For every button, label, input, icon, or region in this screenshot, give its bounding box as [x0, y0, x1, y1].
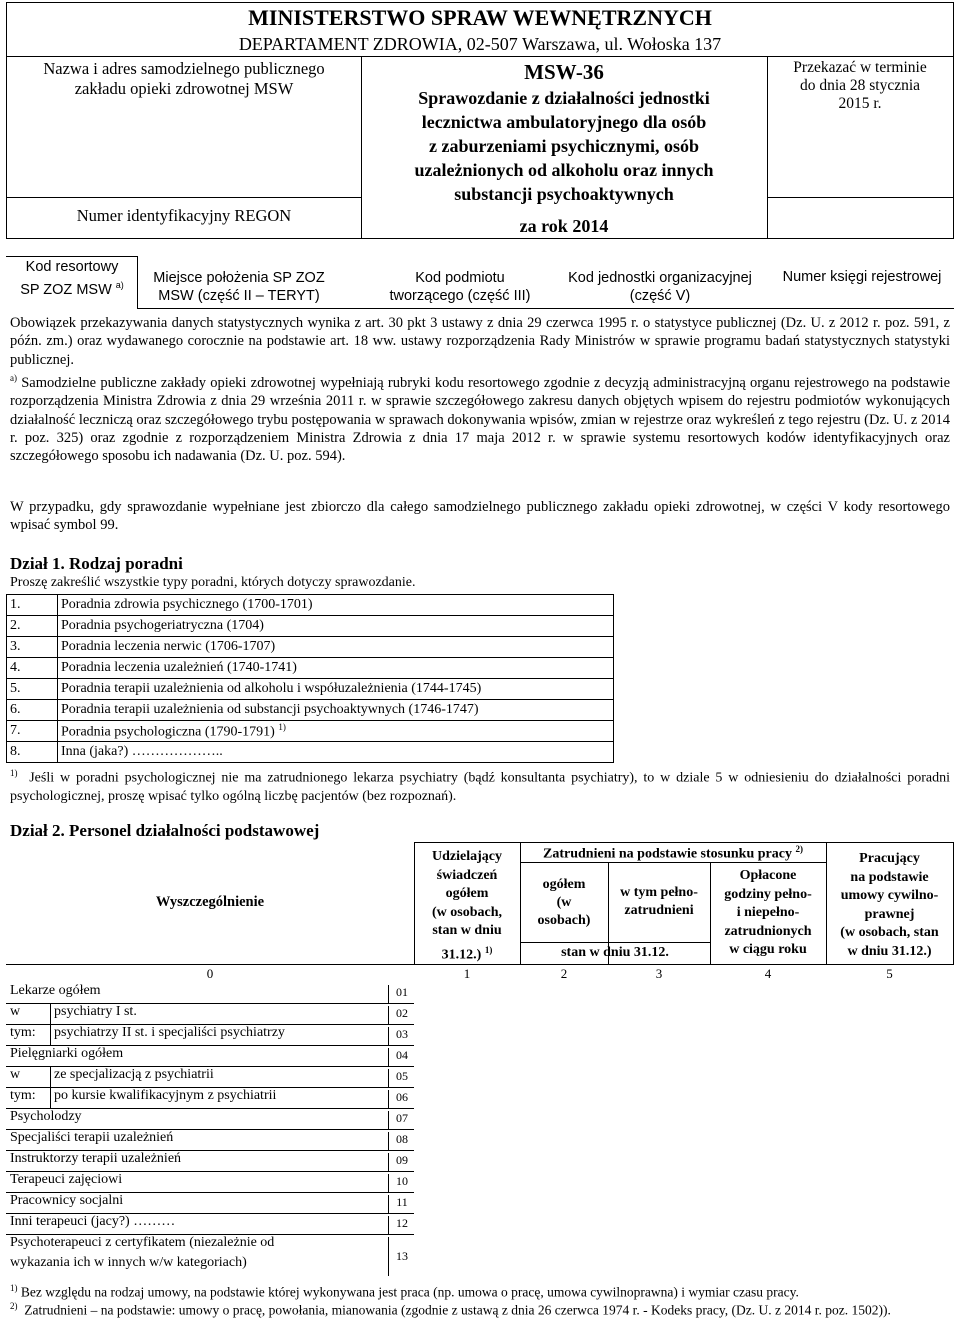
resort-code-line1: Kod resortowy	[25, 259, 119, 275]
col2-header-line: ogółem	[542, 877, 586, 892]
clinic-type-row[interactable]	[7, 658, 614, 679]
form-title-line: substancji psychoaktywnych	[454, 184, 674, 204]
section1-footnote	[10, 764, 950, 806]
col5-header-line: prawnej	[864, 906, 915, 922]
footnote-a-text: Samodzielne publiczne zakłady opieki zdrowotnej wypełniają rubryki kodu resortowego zgodnie z decyzją administracyjną organu rejestrowego na podstawie rozporządzenia Ministra Zdrowia z dnia 29 września 2011 r. w sprawie szczegółowego zakresu danych objętych wpisem do rejestru podmiotów wykonujących działalność leczniczą oraz szczegółowego trybu postępowania w sprawach dokonywania wpisów, zmian w rejestrze oraz wykreśleń z tego rejestru (Dz. U. z 2014 r. poz. 325) oraz zgodnie z rozporządzeniem Ministra Zdrowia z dnia 17 maja 2012 r. w sprawie systemu resortowych kodów identyfikacyjnych oraz szczegółowego sposobu ich nadawania (Dz. U. poz. 594).	[10, 374, 950, 465]
staff-row-label: psychiatry I st.	[54, 1004, 137, 1019]
section1-footnote-text: Jeśli w poradni psychologicznej nie ma zatrudnionego lekarza psychiatry (bądź konsultanta psychiatry), to w dziale 5 w odniesieniu do działalności poradni psychologicznej, proszę wpisać tylko ogólną liczbę pacjentów (bez rozpoznań).	[10, 770, 951, 804]
clinic-type-label: Poradnia psychogeriatryczna (1704)	[58, 616, 614, 637]
col4-header-line: w ciągu roku	[729, 942, 807, 957]
staff-row-number: 09	[388, 1153, 415, 1171]
col1-header	[414, 848, 520, 965]
column-number: 3	[655, 966, 663, 981]
section2-name: Personel działalności podstawowej	[69, 821, 320, 840]
clinic-type-row[interactable]	[7, 637, 614, 658]
footnote-marker: 1)	[278, 721, 286, 732]
staff-row-number: 06	[388, 1090, 415, 1108]
section2-footnote1-text: Bez względu na rodzaj umowy, na podstawie której wykonywana jest praca (np. umowa o pracę, umowa cywilnoprawna) i wymiar czasu pracy.	[20, 1284, 799, 1300]
staff-row-prefix: w	[10, 1067, 21, 1082]
col4-header-line: godziny pełno-	[724, 886, 812, 902]
staff-row[interactable]	[6, 1234, 414, 1276]
ministry-title: MINISTERSTWO SPRAW WEWNĘTRZNYCH	[248, 5, 712, 30]
deadline-line3: 2015 r.	[838, 95, 882, 112]
form-title-line: lecznictwa ambulatoryjnego dla osób	[421, 112, 707, 132]
staff-row-label: po kursie kwalifikacyjnym z psychiatrii	[54, 1088, 277, 1103]
staff-row-prefix: tym:	[10, 1088, 36, 1103]
clinic-type-number: 3.	[7, 637, 58, 658]
staff-row-number: 13	[388, 1237, 415, 1276]
employed-header-text: Zatrudnieni na podstawie stosunku pracy	[543, 846, 792, 862]
clinic-type-row[interactable]	[7, 679, 614, 700]
institution-label-line2: zakładu opieki zdrowotnej MSW	[74, 79, 294, 98]
staff-table-header	[6, 842, 954, 984]
form-title-line: z zaburzeniami psychicznymi, osób	[429, 136, 699, 156]
collective-note: W przypadku, gdy sprawozdanie wypełniane jest zbiorczo dla całego samodzielnego publicznego zakładu opieki zdrowotnej, w części V kody resortowego wpisać symbol 99.	[10, 499, 950, 534]
section1-prefix: Dział 1.	[10, 554, 65, 573]
col5-header-line: w dniu 31.12.)	[847, 943, 932, 959]
specification-header: Wyszczególnienie	[155, 894, 265, 910]
location-line1: Miejsce położenia SP ZOZ	[153, 270, 325, 286]
section1-name: Rodzaj poradni	[69, 554, 183, 573]
col4-header	[710, 867, 826, 960]
col3-header-line: w tym pełno-	[620, 885, 698, 900]
register-number-label: Numer księgi rejestrowej	[782, 269, 942, 285]
section2-footnote2	[10, 1298, 950, 1319]
staff-row[interactable]	[6, 1150, 414, 1172]
col1-header-line: (w osobach,	[431, 904, 502, 920]
entity-line1: Kod podmiotu	[415, 270, 505, 286]
staff-row-label: psychiatrzy II st. i specjaliści psychiatrzy	[54, 1025, 285, 1040]
column-number: 0	[206, 966, 214, 981]
staff-row-number: 03	[388, 1027, 415, 1045]
staff-row[interactable]	[6, 1024, 414, 1046]
clinic-type-row[interactable]	[7, 721, 614, 742]
section1-title	[10, 554, 183, 574]
deadline-line1: Przekazać w terminie	[793, 59, 927, 76]
clinic-type-number: 2.	[7, 616, 58, 637]
staff-row-number: 08	[388, 1132, 415, 1150]
col5-header-line: na podstawie	[850, 869, 929, 885]
col2-header	[520, 876, 608, 930]
section1-footnote-marker: 1)	[10, 768, 18, 778]
form-title-line: Sprawozdanie z działalności jednostki	[418, 88, 710, 108]
col2-header-line: (w	[556, 895, 572, 910]
entity-line2: tworzącego (część III)	[389, 288, 531, 304]
unit-code-label	[550, 269, 770, 305]
staff-row-number: 02	[388, 1006, 415, 1024]
section1-instruction: Proszę zakreślić wszystkie typy poradni, których dotyczy sprawozdanie.	[10, 575, 416, 590]
col1-header-line: świadczeń	[436, 867, 498, 883]
column-number: 4	[764, 966, 772, 981]
section2-prefix: Dział 2.	[10, 821, 65, 840]
staff-row[interactable]	[6, 982, 414, 1004]
clinic-type-row[interactable]	[7, 616, 614, 637]
staff-row[interactable]	[6, 1213, 414, 1235]
staff-row-number: 12	[388, 1216, 415, 1234]
employed-header	[520, 844, 826, 863]
staff-row-number: 07	[388, 1111, 415, 1129]
col1-header-line: 31.12.)	[441, 947, 482, 963]
staff-row-label: Lekarze ogółem	[10, 983, 101, 998]
staff-row-label: Pielęgniarki ogółem	[10, 1046, 124, 1061]
staff-row-label: Terapeuci zajęciowi	[10, 1172, 123, 1187]
clinic-type-number: 5.	[7, 679, 58, 700]
staff-row[interactable]	[6, 1087, 414, 1109]
staff-row-label: Psycholodzy	[10, 1109, 82, 1124]
institution-label-line1: Nazwa i adres samodzielnego publicznego	[43, 59, 325, 78]
staff-row[interactable]	[6, 1129, 414, 1151]
codes-row	[6, 238, 954, 310]
staff-row-number: 04	[388, 1048, 415, 1066]
col4-header-line: i niepełno-	[736, 905, 800, 920]
clinic-type-label: Poradnia terapii uzależnienia od substancji psychoaktywnych (1746-1747)	[58, 700, 614, 721]
section2-title	[10, 821, 319, 841]
clinic-type-label: Inna (jaka?) ………………..	[58, 742, 614, 763]
staff-row-number: 11	[388, 1195, 415, 1213]
institution-name-label	[7, 59, 361, 99]
department-address: DEPARTAMENT ZDROWIA, 02-507 Warszawa, ul. Wołoska 137	[238, 34, 722, 54]
col1-header-line: stan w dniu	[432, 923, 502, 938]
clinic-types-table	[6, 594, 614, 763]
staff-row[interactable]	[6, 1108, 414, 1130]
staff-row[interactable]	[6, 1003, 414, 1025]
unit-line2: (część V)	[629, 288, 691, 304]
footnote-a	[10, 369, 950, 466]
column-number: 1	[463, 966, 471, 981]
col5-header-line: Pracujący	[859, 851, 920, 866]
clinic-type-label: Poradnia leczenia uzależnień (1740-1741)	[58, 658, 614, 679]
regon-label: Numer identyfikacyjny REGON	[76, 206, 292, 225]
staff-row-number: 05	[388, 1069, 415, 1087]
unit-line1: Kod jednostki organizacyjnej	[568, 270, 752, 286]
clinic-type-row[interactable]	[7, 700, 614, 721]
form-header	[6, 2, 954, 239]
resort-code-label	[10, 258, 134, 299]
col5-header-line: (w osobach, stan	[840, 925, 939, 940]
section2-footnote2-text: Zatrudnieni – na podstawie: umowy o pracę, powołania, mianowania (zgodnie z ustawą z dnia 26 czerwca 1974 r. - Kodeks pracy, (Dz. U. z 2014 r. poz. 1502)).	[24, 1302, 891, 1318]
col3-header-line: zatrudnieni	[624, 903, 694, 918]
staff-row-number: 10	[388, 1174, 415, 1192]
report-year: za rok 2014	[519, 216, 609, 236]
staff-row-number: 01	[388, 985, 415, 1003]
staff-row-prefix: w	[10, 1004, 21, 1019]
staff-row[interactable]	[6, 1045, 414, 1067]
location-line2: MSW (część II – TERYT)	[158, 288, 320, 304]
deadline-line2: do dnia 28 stycznia	[799, 77, 921, 94]
col4-header-line: zatrudnionych	[724, 923, 812, 939]
col4-header-line: Opłacone	[739, 868, 797, 883]
resort-code-line2: SP ZOZ MSW	[20, 281, 112, 298]
staff-row-label-line2: wykazania ich w innych w/w kategoriach)	[10, 1255, 247, 1270]
col1-footnote-marker: 1)	[484, 944, 493, 955]
staff-row[interactable]	[6, 1171, 414, 1193]
clinic-type-label-text: Poradnia psychologiczna (1790-1791)	[61, 724, 275, 740]
clinic-type-row[interactable]	[7, 742, 614, 763]
footnote-a-marker: a)	[10, 373, 17, 383]
staff-row-label: Specjaliści terapii uzależnień	[10, 1130, 174, 1145]
col1-header-line: ogółem	[445, 886, 489, 901]
staff-row-label: Instruktorzy terapii uzależnień	[10, 1151, 182, 1166]
col2-header-line: osobach)	[537, 913, 591, 928]
resort-footnote-marker: a)	[115, 280, 124, 290]
staff-row-label: Pracownicy socjalni	[10, 1193, 124, 1208]
section2-footnote2-marker: 2)	[10, 1301, 18, 1311]
form-title	[361, 86, 767, 206]
deadline	[767, 59, 953, 113]
clinic-type-label: Poradnia zdrowia psychicznego (1700-1701)	[58, 595, 614, 616]
clinic-type-number: 1.	[7, 595, 58, 616]
clinic-type-label: Poradnia terapii uzależnienia od alkoholu i współuzależnienia (1744-1745)	[58, 679, 614, 700]
clinic-type-row[interactable]	[7, 595, 614, 616]
obligation-note: Obowiązek przekazywania danych statystycznych wynika z art. 30 pkt 3 ustawy z dnia 29 czerwca 1995 r. o statystyce publicznej (Dz. U. z 2012 r. poz. 591, z późn. zm.) oraz wydawanego corocznie na podstawie art. 18 ww. ustawy rozporządzenia Rady Ministrów w sprawie programu badań statystycznych statystyki publicznej.	[10, 315, 950, 368]
employed-footnote-marker: 2)	[795, 844, 803, 854]
staff-row-prefix: tym:	[10, 1025, 36, 1040]
clinic-type-label: Poradnia leczenia nerwic (1706-1707)	[58, 637, 614, 658]
state-date-label: stan w dniu 31.12.	[561, 945, 669, 960]
staff-row[interactable]	[6, 1192, 414, 1214]
col5-header-line: umowy cywilno-	[840, 888, 939, 903]
staff-row-label: Psychoterapeuci z certyfikatem (niezależnie od	[10, 1235, 275, 1250]
section2-footnote1-marker: 1)	[10, 1283, 18, 1293]
staff-row-label: Inni terapeuci (jacy?) ………	[10, 1214, 176, 1229]
clinic-type-number: 4.	[7, 658, 58, 679]
col1-header-line: Udzielający	[432, 849, 502, 864]
staff-row-label: ze specjalizacją z psychiatrii	[54, 1067, 214, 1082]
entity-code-label	[370, 269, 550, 305]
clinic-type-number: 8.	[7, 742, 58, 763]
column-number: 2	[560, 966, 568, 981]
form-code: MSW-36	[524, 60, 604, 84]
col3-header	[608, 884, 710, 920]
location-code-label	[139, 269, 339, 305]
col5-header	[826, 850, 953, 961]
form-title-line: uzależnionych od alkoholu oraz innych	[414, 160, 714, 180]
clinic-type-number: 7.	[7, 721, 58, 742]
column-number: 5	[886, 966, 893, 981]
clinic-type-number: 6.	[7, 700, 58, 721]
clinic-type-label	[58, 721, 614, 742]
staff-row[interactable]	[6, 1066, 414, 1088]
